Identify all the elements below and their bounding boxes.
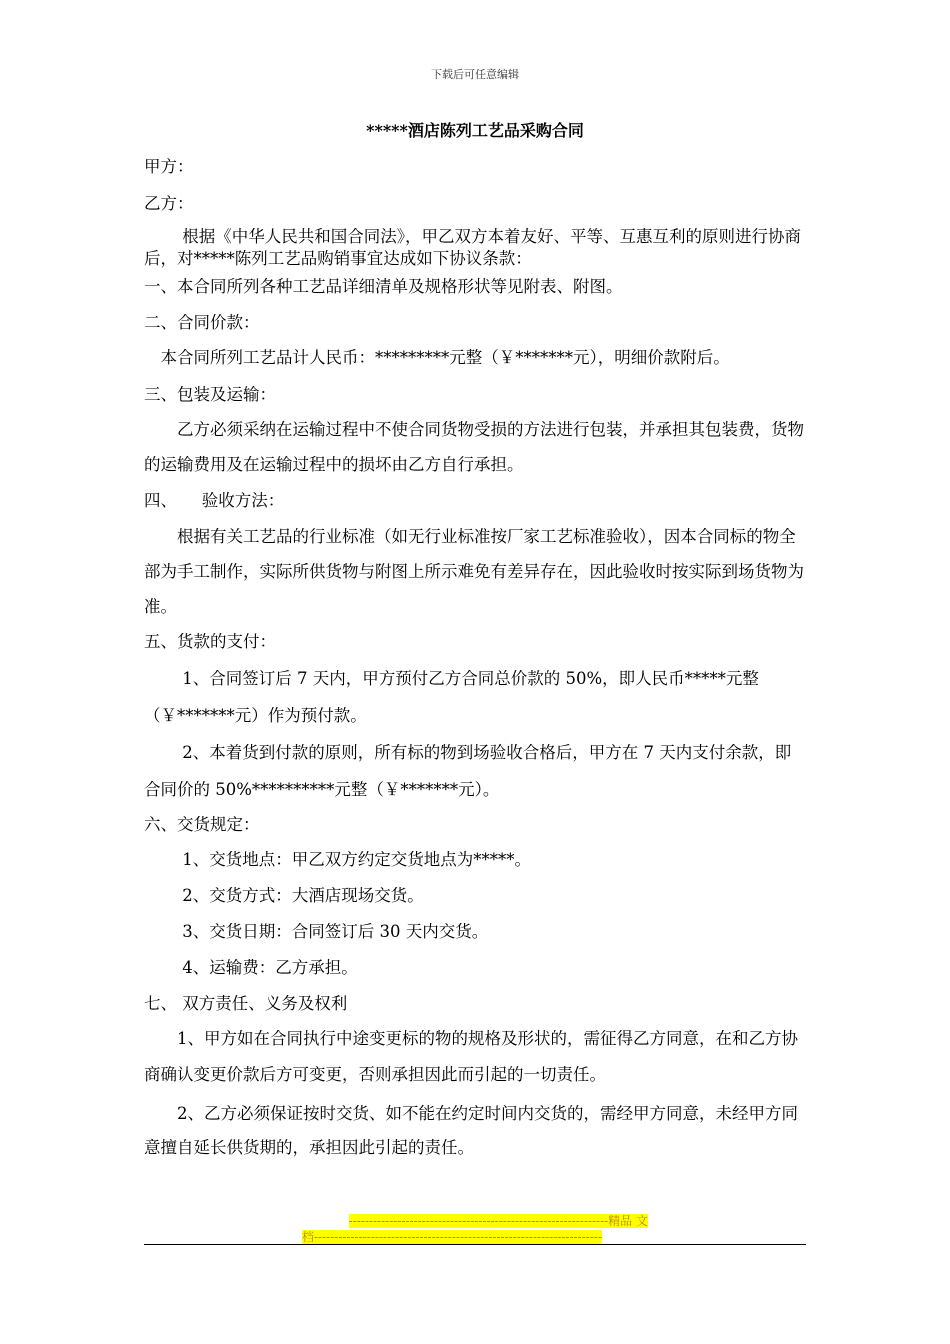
clause-3-heading: 三、包装及运输：: [144, 385, 276, 404]
clause-7-item-2: 2、乙方必须保证按时交货、如不能在约定时间内交货的，需经甲方同意，未经甲方同意擅自延长供货期的，承担因此引起的责任。: [144, 1104, 798, 1157]
clause-6-item-2: 2、交货方式：大酒店现场交货。: [144, 886, 424, 905]
clause-5-item-2: 2、本着货到付款的原则，所有标的物到场验收合格后，甲方在 7 天内支付余款，即合同价的 50%**********元整（￥*******元）。: [144, 743, 792, 799]
clause-6-item-3: 3、交货日期：合同签订后 30 天内交货。: [144, 922, 489, 941]
clause-3-body: 乙方必须采纳在运输过程中不使合同货物受损的方法进行包装，并承担其包装费，货物的运输费用及在运输过程中的损坏由乙方自行承担。: [144, 420, 804, 474]
clause-2-body: 本合同所列工艺品计人民币：*********元整（￥*******元），明细价款附后。: [144, 348, 730, 367]
footer-line-2: 档-----------------------------------------------------------------------: [302, 1230, 602, 1244]
clause-7-item-1: 1、甲方如在合同执行中途变更标的物的规格及形状的，需征得乙方同意，在和乙方协商确认变更价款后方可变更，否则承担因此而引起的一切责任。: [144, 1029, 798, 1084]
footer-watermark: [302, 1213, 648, 1245]
clause-6-heading: 六、交货规定：: [144, 815, 260, 834]
clause-5-item-1: 1、合同签订后 7 天内，甲方预付乙方合同总价款的 50%，即人民币*****元整（￥*******元）作为预付款。: [144, 669, 759, 725]
document-body: [144, 148, 806, 1165]
preamble-paragraph: 根据《中华人民共和国合同法》，甲乙双方本着友好、平等、互惠互利的原则进行协商后，对*****陈列工艺品购销事宜达成如下协议条款：: [144, 227, 801, 268]
clause-4-heading: 四、 验收方法：: [144, 491, 285, 510]
page-title: *****酒店陈列工艺品采购合同: [366, 121, 584, 140]
clause-7-heading: 七、 双方责任、义务及权利: [144, 994, 348, 1013]
clause-6-item-4: 4、运输费：乙方承担。: [144, 958, 358, 977]
footer-divider: [144, 1244, 806, 1245]
party-a-line: 甲方：: [144, 157, 194, 176]
clause-2-heading: 二、合同价款：: [144, 313, 260, 332]
clause-5-heading: 五、货款的支付：: [144, 632, 276, 651]
clause-4-body: 根据有关工艺品的行业标准（如无行业标准按厂家工艺标准验收），因本合同标的物全部为手工制作，实际所供货物与附图上所示难免有差异存在，因此验收时按实际到场货物为准。: [144, 527, 804, 616]
page-header-note: 下载后可任意编辑: [431, 68, 519, 81]
footer-line-1: ----------------------------------------------------------------精品 文: [348, 1214, 648, 1228]
party-b-line: 乙方：: [144, 194, 194, 213]
clause-6-item-1: 1、交货地点：甲乙双方约定交货地点为*****。: [144, 850, 531, 869]
clause-1: 一、本合同所列各种工艺品详细清单及规格形状等见附表、附图。: [144, 277, 623, 296]
